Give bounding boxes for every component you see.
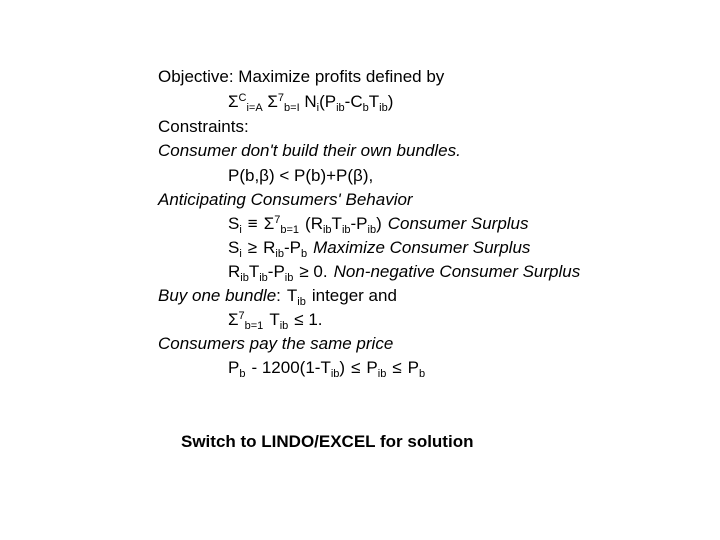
formula-sub: ib [336,102,345,114]
formula-text: T [269,310,280,329]
surplus-definition-line [228,214,529,234]
formula-sub: b [300,248,308,260]
formula-sub: ib [259,272,268,284]
formula-sub: ib [322,224,332,236]
formula-text: ) [376,214,382,233]
formula-text: (R [305,214,323,233]
formula-text: T [368,92,380,111]
objective-formula [228,92,393,112]
no-own-bundles-line [158,141,461,161]
formula-sub: ib [297,296,306,308]
formula-text: - 1200(1-T [251,358,331,377]
le-symbol: ≤ [351,358,361,377]
formula-sub: b [419,368,426,380]
formula-sub: ib [367,224,377,236]
formula-text: -P [283,238,301,257]
formula-text: ) [387,92,394,111]
formula-sup: C [238,92,247,104]
formula-sub: ib [275,248,284,260]
le-symbol: ≤ [392,358,402,377]
formula-text: S [228,238,240,257]
formula-text: ) [339,358,346,377]
formula-text: P [228,358,240,377]
formula-text: T [286,286,298,305]
objective-text: Objective: Maximize profits defined by [158,67,445,86]
no-own-bundles-text: Consumer don't build their own bundles. [158,141,461,160]
buy-one-line [158,286,397,306]
constraints-text: Constraints: [158,117,249,136]
formula-sub: ib [341,224,351,236]
formula-sub: b [362,102,369,114]
formula-sup: 7 [274,214,281,226]
formula-sup: 7 [277,92,285,104]
formula-sub: i [316,102,320,114]
formula-text: (P [319,92,337,111]
formula-text: T [248,262,260,281]
objective-line [158,67,444,87]
ge-symbol: ≥ [247,238,258,257]
formula-sub: i [239,224,242,236]
same-price-text: Consumers pay the same price [158,334,394,353]
anticipating-text: Anticipating Consumers' Behavior [158,190,413,209]
formula-sup: 7 [238,310,245,322]
formula-text: P [366,358,378,377]
bundle-price-text: P(b,β) < P(b)+P(β), [228,166,374,185]
switch-text: Switch to LINDO/EXCEL for solution [181,432,474,451]
formula-sub: b=1 [280,224,300,236]
constraints-heading [158,117,249,137]
formula-sub: i [239,248,242,260]
formula-sub: b=I [284,102,300,114]
formula-sub: i=A [246,102,263,114]
formula-text: R [263,238,276,257]
formula-sub: ib [379,102,388,114]
formula-text: integer and [311,286,397,305]
formula-sub: ib [240,272,249,284]
formula-sub: ib [279,320,289,332]
sigma-symbol: Σ [228,310,239,329]
max-surplus-line [228,238,530,258]
formula-sub: ib [377,368,387,380]
bundle-price-line [228,166,373,186]
nonneg-surplus-line [228,262,580,282]
surplus-definition-label: Consumer Surplus [387,214,529,233]
anticipating-line [158,190,413,210]
formula-text: N [299,92,317,111]
formula-text: T [331,214,342,233]
sigma-symbol: Σ [262,92,278,111]
formula-text: P [407,358,420,377]
sigma-symbol: Σ [263,214,275,233]
sigma-symbol: Σ [228,92,239,111]
formula-text: ≥ 0. [299,262,328,281]
formula-text: ≤ 1. [294,310,323,329]
same-price-line [158,334,393,354]
equiv-symbol: ≡ [247,214,258,233]
formula-sub: b=1 [244,320,264,332]
formula-sub: b [239,368,246,380]
nonneg-surplus-label: Non-negative Consumer Surplus [333,262,581,281]
buy-one-label: Buy one bundle [158,286,277,305]
sum-t-line [228,310,323,330]
formula-text: -P [350,214,368,233]
formula-text: -C [344,92,363,111]
formula-sub: ib [330,368,340,380]
formula-text: R [228,262,241,281]
formula-text: S [228,214,240,233]
max-surplus-label: Maximize Consumer Surplus [313,238,531,257]
formula-text: : [276,286,281,305]
formula-sub: ib [284,272,294,284]
switch-solution-note [181,432,473,452]
formula-text: -P [267,262,285,281]
price-range-line [228,358,425,378]
